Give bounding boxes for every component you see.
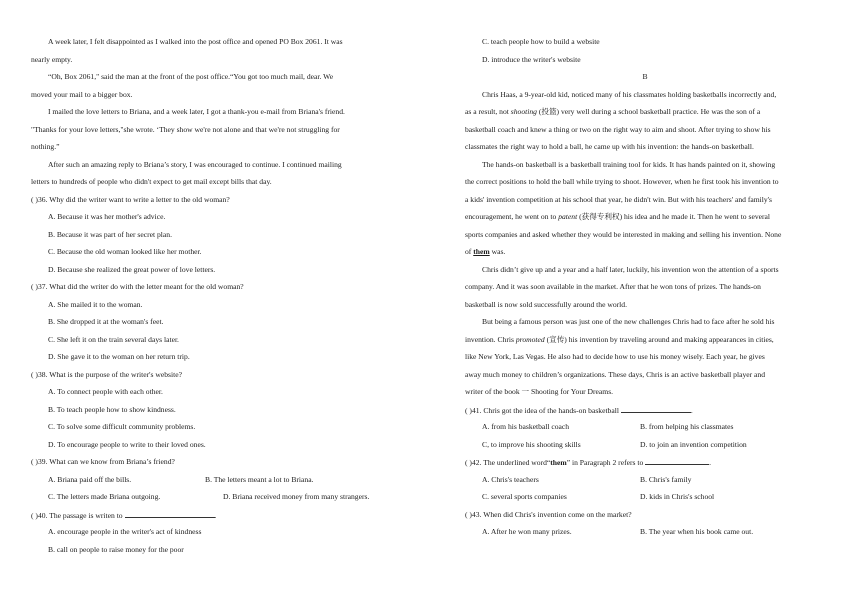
- question-41-text: ( )41. Chris got the idea of the hands-on basketball: [465, 406, 619, 415]
- paragraph-line: [465, 212, 770, 222]
- paragraph-line: But being a famous person was just one of the new challenges Chris had to face after he sold his: [482, 317, 775, 326]
- option-36d: D. Because she realized the great power of love letters.: [48, 265, 216, 274]
- text-span: ” in Paragraph 2 refers to: [566, 458, 644, 467]
- paragraph-line: I mailed the love letters to Briana, and a week later, I got a thank-you e-mail from Briana's friend.: [48, 107, 345, 116]
- italic-word: shooting: [510, 107, 537, 116]
- underlined-word: them: [473, 247, 490, 256]
- option-40c: C. teach people how to build a website: [482, 37, 600, 46]
- paragraph-line: a kids' invention competition at his school that year, he didn't win. But with his teachers' and family's: [465, 195, 772, 204]
- answer-blank: [645, 457, 709, 465]
- text-span: was.: [489, 247, 506, 256]
- option-41c: C, to improve his shooting skills: [482, 440, 581, 449]
- paragraph-line: writer of the book 一 Shooting for Your Dreams.: [465, 387, 614, 396]
- paragraph-line: away much money to children’s organizations. These days, Chris is an active basketball player and: [465, 370, 766, 379]
- question-43: ( )43. When did Chris's invention come on the market?: [465, 510, 632, 519]
- option-39b: B. The letters meant a lot to Briana.: [205, 475, 314, 484]
- option-38b: B. To teach people how to show kindness.: [48, 405, 176, 414]
- paragraph-line: [465, 247, 505, 257]
- option-42a: A. Chris's teachers: [482, 475, 539, 484]
- bold-word: them: [550, 458, 567, 467]
- answer-blank: [125, 510, 215, 518]
- paragraph-line: [465, 107, 760, 117]
- paragraph-line: classmates the right way to hold a ball, he came up with his invention: the hands-on basketball.: [465, 142, 754, 151]
- option-42c: C. several sports companies: [482, 492, 567, 501]
- option-40a: A. encourage people in the writer's act of kindness: [48, 527, 202, 536]
- option-43a: A. After he won many prizes.: [482, 527, 572, 536]
- paragraph-line: nearly empty.: [31, 55, 73, 64]
- paragraph-line: moved your mail to a bigger box.: [31, 90, 133, 99]
- option-40d: D. introduce the writer's website: [482, 55, 581, 64]
- paragraph-line: sports companies and asked whether they would be interested in making and selling his invention. None: [465, 230, 782, 239]
- section-heading: B: [642, 72, 648, 81]
- italic-word: patent: [558, 212, 578, 221]
- option-37b: B. She dropped it at the woman's feet.: [48, 317, 164, 326]
- option-43b: B. The year when his book came out.: [640, 527, 754, 536]
- option-36b: B. Because it was part of her secret plan.: [48, 230, 172, 239]
- paragraph-line: A week later, I felt disappointed as I walked into the post office and opened PO Box 2061. It was: [48, 37, 343, 46]
- paragraph-line: "Thanks for your love letters,"she wrote. ‘They show we're not alone and that we're not struggling for: [31, 125, 340, 134]
- paragraph-line: The hands-on basketball is a basketball training tool for kids. It has hands painted on it, showing: [482, 160, 776, 169]
- option-37c: C. She left it on the train several days later.: [48, 335, 179, 344]
- paragraph-line: the correct positions to hold the ball while trying to shoot. However, when he first took his invention to: [465, 177, 779, 186]
- paragraph-line: Chris didn’t give up and a year and a half later, luckily, his invention won the attention of a sports: [482, 265, 779, 274]
- question-40-text: ( )40. The passage is writen to: [31, 511, 123, 520]
- question-37: ( )37. What did the writer do with the letter meant for the old woman?: [31, 282, 244, 291]
- paragraph-line: basketball coach and knew a thing or two on the right way to aim and shoot. After trying to show his: [465, 125, 771, 134]
- paragraph-line: [465, 335, 774, 345]
- italic-word: promoted: [515, 335, 545, 344]
- text-span: ( )42. The underlined word“: [465, 458, 551, 467]
- answer-blank: [621, 405, 691, 413]
- text-span: as a result, not: [465, 107, 511, 116]
- question-40-end: .: [214, 511, 217, 520]
- question-39: ( )39. What can we know from Briana’s friend?: [31, 457, 175, 466]
- paragraph-line: letters to hundreds of people who didn't expect to get mail except bills that day.: [31, 177, 272, 186]
- option-37d: D. She gave it to the woman on her return trip.: [48, 352, 190, 361]
- option-38c: C. To solve some difficult community problems.: [48, 422, 196, 431]
- option-39d: D. Briana received money from many strangers.: [223, 492, 370, 501]
- option-37a: A. She mailed it to the woman.: [48, 300, 143, 309]
- paragraph-line: like New York, Las Vegas. He also had to decide how to use his money wisely. Each year, he gives: [465, 352, 765, 361]
- text-span: of: [465, 247, 474, 256]
- paragraph-line: company. And it was soon available in the market. After that he won tons of prizes. The hands-on: [465, 282, 761, 291]
- option-41a: A. from his basketball coach: [482, 422, 570, 431]
- option-38d: D. To encourage people to write to their loved ones.: [48, 440, 206, 449]
- option-41d: D. to join an invention competition: [640, 440, 747, 449]
- text-span: invention. Chris: [465, 335, 516, 344]
- text-span: (宣传) his invention by traveling around and making appearances in cities,: [544, 335, 774, 344]
- text-span: (投篮) very well during a school basketball practice. He was the son of a: [536, 107, 761, 116]
- question-36: ( )36. Why did the writer want to write a letter to the old woman?: [31, 195, 230, 204]
- option-39a: A. Briana paid off the bills.: [48, 475, 132, 484]
- question-38: ( )38. What is the purpose of the writer's website?: [31, 370, 182, 379]
- paragraph-line: Chris Haas, a 9-year-old kid, noticed many of his classmates holding basketballs incorrectly and,: [482, 90, 777, 99]
- option-39c: C. The letters made Briana outgoing.: [48, 492, 161, 501]
- question-40: [31, 510, 216, 521]
- option-40b: B. call on people to raise money for the poor: [48, 545, 184, 554]
- text-span: (获得专利权) his idea and he made it. Then he went to several: [577, 212, 771, 221]
- question-42: ( )42. The underlined word“them” in Paragraph 2 refers to .: [465, 458, 712, 467]
- text-span: encouragement, he went on to: [465, 212, 559, 221]
- paragraph-line: nothing.”: [31, 142, 60, 151]
- paragraph-line: “Oh, Box 2061," said the man at the front of the post office.“You got too much mail, dear. We: [48, 72, 334, 81]
- option-41b: B. from helping his classmates: [640, 422, 734, 431]
- option-36a: A. Because it was her mother's advice.: [48, 212, 166, 221]
- option-42b: B. Chris's family: [640, 475, 692, 484]
- paragraph-line: basketball is now sold successfully around the world.: [465, 300, 627, 309]
- option-42d: D. kids in Chris's school: [640, 492, 715, 501]
- option-38a: A. To connect people with each other.: [48, 387, 163, 396]
- question-41: ( )41. Chris got the idea of the hands-on basketball .: [465, 406, 693, 415]
- paragraph-line: After such an amazing reply to Briana’s story, I was encouraged to continue. I continued mailing: [48, 160, 342, 169]
- option-36c: C. Because the old woman looked like her mother.: [48, 247, 202, 256]
